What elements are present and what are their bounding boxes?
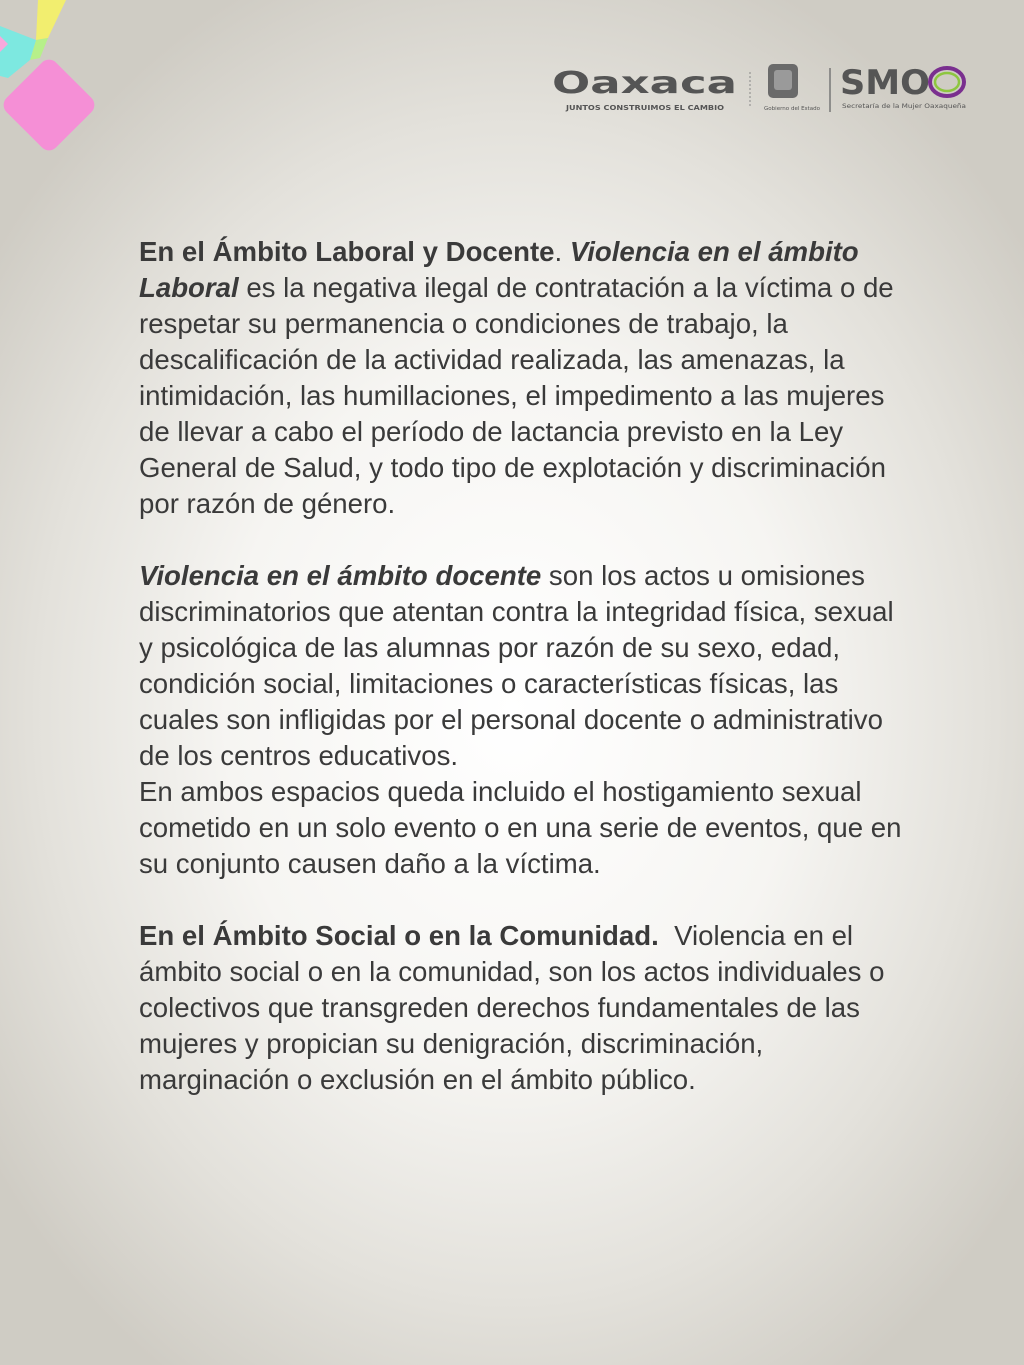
paragraph-gap [139,522,914,558]
text-hostigamiento: En ambos espacios queda incluido el hostigamiento sexual cometido en un solo evento o en una serie de eventos, que en su conjunto causen daño a la víctima. [139,776,902,879]
decor-yellow-shape [36,0,66,40]
smo-caption: Secretaría de la Mujer Oaxaqueña [842,103,948,110]
smo-logo [840,63,966,110]
paragraph-laboral [139,234,914,522]
paragraph-gap [139,882,914,918]
definition-laboral: es la negativa ilegal de contratación a la víctima o de respetar su permanencia o condiciones de trabajo, la descalificación de la actividad realizada, las amenazas, la intimidación, las humillaciones, el impedimento a las mujeres de llevar a cabo el período de lactancia previsto en la Ley General de Salud, y todo tipo de explotación y discriminación por razón de género. [139,272,894,519]
header-logos [552,58,972,118]
gobierno-caption: Gobierno del Estado [764,106,820,112]
term-violencia-docente: Violencia en el ámbito docente [139,560,542,591]
paragraph-docente [139,558,914,774]
decor-cyan-shape [0,26,36,78]
term-violencia-laboral: Violencia en el ámbito Laboral [139,236,859,303]
oaxaca-tagline: JUNTOS CONSTRUIMOS EL CAMBIO [564,104,725,112]
definition-social: Violencia en el ámbito social o en la comunidad, son los actos individuales o colectivos que transgreden derechos fundamentales de las mujeres y propician su denigración, discriminación, marginación o exclusión en el ámbito público. [139,920,893,1095]
slide-body [139,234,914,1098]
corner-decoration [0,0,110,180]
smo-wordmark: SMO [840,63,930,103]
heading-period: . [554,236,570,267]
oaxaca-logo [552,66,737,112]
heading-laboral-docente: En el Ámbito Laboral y Docente [139,236,555,267]
paragraph-ambos-espacios [139,774,914,882]
oaxaca-wordmark: Oaxaca [552,66,737,101]
definition-docente: son los actos u omisiones discriminatorios que atentan contra la integridad física, sexual y psicológica de las alumnas por razón de su sexo, edad, condición social, limitaciones o características físicas, las cuales son infligidas por el personal docente o administrativo de los centros educativos. [139,560,894,771]
gobierno-logo [764,64,820,112]
paragraph-social [139,918,914,1098]
heading-social-comunidad: En el Ámbito Social o en la Comunidad. [139,920,659,951]
